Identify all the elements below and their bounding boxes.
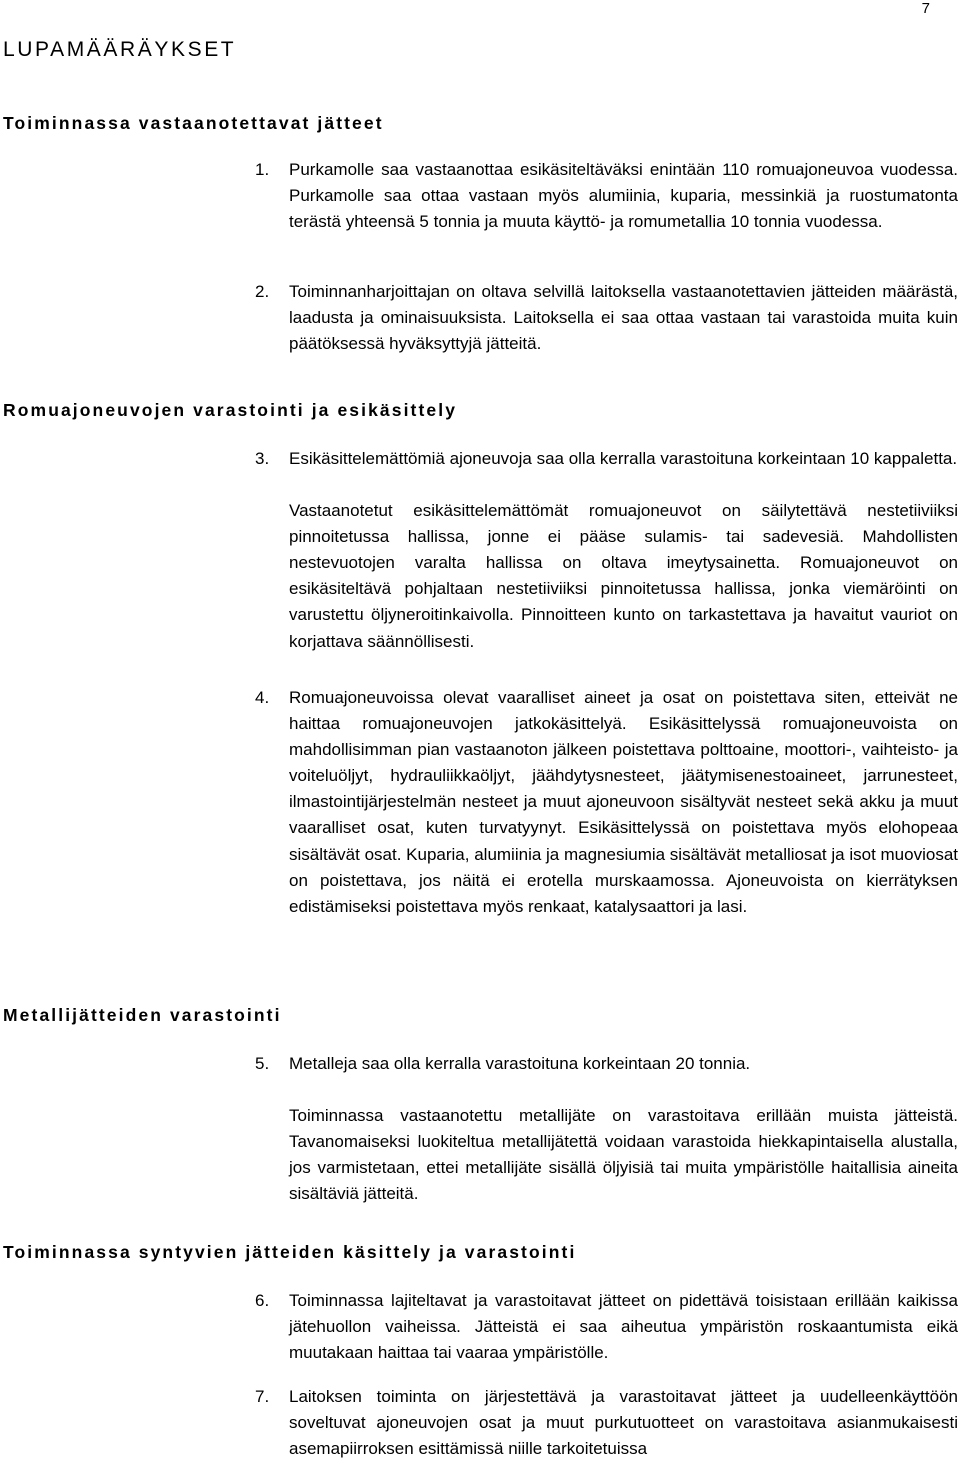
- item-number: 4.: [255, 688, 270, 707]
- item-text: [289, 685, 958, 920]
- item-number: 6.: [255, 1291, 270, 1310]
- section-heading-generated-waste: Toiminnassa syntyvien jätteiden käsittely ja varastointi: [3, 1242, 577, 1262]
- item-number: 3.: [255, 449, 270, 468]
- list-item-7: [255, 1384, 958, 1462]
- page-number: 7: [921, 0, 930, 17]
- item-paragraph: Vastaanotetut esikäsittelemättömät romuajoneuvot on säilytettävä nestetiiviiksi pinnoitetussa hallissa, jonne ei pääse sulamis- tai sadevesiä. Mahdollisten nestevuotojen varalta hallissa on oltava imeytysainetta. Romuajoneuvot on esikäsiteltävä pohjaltaan nestetiiviiksi pinnoitetussa hallissa, jonka viemäröinti on varustettu öljyneroitinkaivolla. Pinnoitteen kunto on tarkastettava ja havaitut vauriot on korjattava säännöllisesti.: [289, 501, 958, 651]
- section-heading-vehicle-storage: Romuajoneuvojen varastointi ja esikäsittely: [3, 400, 458, 420]
- list-item-5: [255, 1051, 958, 1207]
- item-number: 7.: [255, 1387, 270, 1406]
- list-item-2: [255, 279, 958, 357]
- item-paragraph: Romuajoneuvoissa olevat vaaralliset aineet ja osat on poistettava siten, etteivät ne haittaa romuajoneuvojen jatkokäsittelyä. Esikäsittelyssä romuajoneuvoista on mahdollisimman pian vastaanoton jälkeen poistettava polttoaine, moottori-, vaihteisto- ja voiteluöljyt, hydrauliikkaöljyt, jäähdytysnesteet, jäätymisenestoaineet, jarrunesteet, ilmastointijärjestelmän nesteet ja muut ajoneuvoon sisältyvät nesteet sekä akku ja muut vaaralliset osat, kuten turvatyynyt. Esikäsittelyssä on poistettava myös elohopeaa sisältävät osat. Kuparia, alumiinia ja magnesiumia sisältävät metalliosat ja isot muoviosat on poistettava, jos näitä ei erotella murskaamossa. Ajoneuvoista on kierrätyksen edistämiseksi poistettava myös renkaat, katalysaattori ja lasi.: [289, 688, 958, 916]
- list-item-4: [255, 685, 958, 920]
- page-title: LUPAMÄÄRÄYKSET: [3, 38, 237, 61]
- item-paragraph: Purkamolle saa vastaanottaa esikäsiteltäväksi enintään 110 romuajoneuvoa vuodessa. Purkamolle saa ottaa vastaan myös alumiinia, kuparia, messinkiä ja ruostumatonta terästä yhteensä 5 tonnia ja muuta käyttö- ja romumetallia 10 tonnia vuodessa.: [289, 160, 958, 232]
- item-paragraph: Laitoksen toiminta on järjestettävä ja varastoitavat jätteet ja uudelleenkäyttöön soveltuvat ajoneuvojen osat ja muut purkutuotteet on varastoitava asianmukaisesti asemapiirroksen esittämissä niille tarkoitetuissa: [289, 1387, 958, 1459]
- item-number: 5.: [255, 1054, 270, 1073]
- item-paragraph: Toiminnassa vastaanotettu metallijäte on varastoitava erillään muista jätteistä. Tavanomaiseksi luokiteltua metallijätettä voidaan varastoida hiekkapintaisella alustalla, jos varmistetaan, ettei metallijäte sisällä öljyisiä tai muita ympäristölle haitallisia aineita sisältäviä jätteitä.: [289, 1106, 958, 1204]
- item-text: [289, 279, 958, 357]
- item-text: [289, 446, 958, 655]
- item-number: 2.: [255, 282, 270, 301]
- item-paragraph: Toiminnassa lajiteltavat ja varastoitavat jätteet on pidettävä toisistaan erillään kaikissa jätehuollon vaiheissa. Jätteistä ei saa aiheutua ympäristön roskaantumista eikä muutakaan haittaa tai vaaraa ympäristölle.: [289, 1291, 958, 1363]
- item-paragraph: Esikäsittelemättömiä ajoneuvoja saa olla kerralla varastoituna korkeintaan 10 kappaletta.: [289, 449, 958, 468]
- list-item-1: [255, 157, 958, 235]
- section-heading-received-waste: Toiminnassa vastaanotettavat jätteet: [3, 113, 384, 133]
- item-text: [289, 1051, 958, 1207]
- item-text: [289, 157, 958, 235]
- item-text: [289, 1288, 958, 1366]
- section-heading-metal-storage: Metallijätteiden varastointi: [3, 1005, 282, 1025]
- item-number: 1.: [255, 160, 270, 179]
- list-item-3: [255, 446, 958, 655]
- item-paragraph: Toiminnanharjoittajan on oltava selvillä laitoksella vastaanotettavien jätteiden määrästä, laadusta ja ominaisuuksista. Laitoksella ei saa ottaa vastaan tai varastoida muita kuin päätöksessä hyväksyttyjä jätteitä.: [289, 282, 958, 354]
- list-item-6: [255, 1288, 958, 1366]
- item-text: [289, 1384, 958, 1462]
- item-paragraph: Metalleja saa olla kerralla varastoituna korkeintaan 20 tonnia.: [289, 1054, 751, 1073]
